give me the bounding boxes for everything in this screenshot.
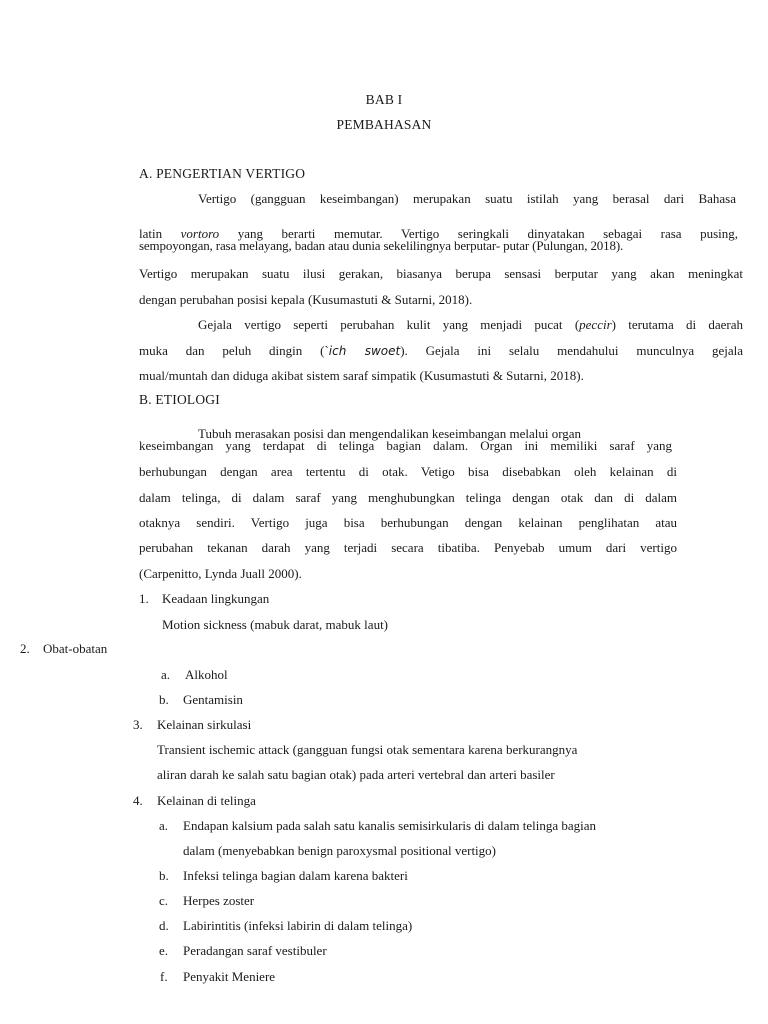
latin-term: vortoro — [180, 226, 220, 241]
list-item-label: Obat-obatan — [43, 641, 108, 656]
list-item-label: Kelainan sirkulasi — [157, 717, 252, 732]
section-b-heading: B. ETIOLOGI — [139, 392, 220, 407]
section-a-p1-line1: Vertigo (gangguan keseimbangan) merupakan suatu istilah yang berasal dari Bahasa — [198, 191, 736, 206]
sub-letter: f. — [160, 969, 168, 984]
chapter-title: BAB I — [365, 92, 403, 107]
list-item-label: Kelainan di telinga — [157, 793, 256, 808]
sub-letter: d. — [159, 918, 169, 933]
sub-item: Herpes zoster — [183, 893, 255, 908]
sub-item: Penyakit Meniere — [183, 969, 276, 984]
section-b-p-line6: perubahan tekanan darah yang terjadi secara tibatiba. Penyebab umum dari vertigo — [139, 540, 677, 555]
section-b-p-line5: otaknya sendiri. Vertigo juga bisa berhubungan dengan kelainan penglihatan atau — [139, 515, 677, 530]
list-item-detail: Motion sickness (mabuk darat, mabuk laut) — [162, 617, 389, 632]
section-b-p-line7: (Carpenitto, Lynda Juall 2000). — [139, 566, 302, 581]
sub-letter: a. — [161, 667, 171, 682]
section-a-p1-line5: dengan perubahan posisi kepala (Kusumastuti & Sutarni, 2018). — [139, 292, 473, 307]
list-number: 1. — [139, 591, 149, 606]
section-b-p-line4: dalam telinga, di dalam saraf yang menghubungkan telinga dengan otak dan di dalam — [139, 490, 677, 505]
latin-term: ich swoet — [328, 344, 401, 358]
sub-letter: e. — [159, 943, 169, 958]
text-run: Gejala vertigo seperti perubahan kulit yang menjadi pucat ( — [198, 317, 580, 332]
sub-letter: a. — [159, 818, 169, 833]
sub-letter: b. — [159, 692, 169, 707]
sub-letter: c. — [159, 893, 169, 908]
text-run: ). Gejala ini selalu mendahului munculnya gejala — [400, 343, 743, 358]
section-a-p1-line3: sempoyongan, rasa melayang, badan atau dunia sekelilingnya berputar- putar (Pulungan, 2018). — [139, 238, 624, 253]
section-b-p-line2: keseimbangan yang terdapat di telinga bagian dalam. Organ ini memiliki saraf yang — [139, 438, 672, 453]
section-a-heading: A. PENGERTIAN VERTIGO — [139, 166, 306, 181]
list-number: 3. — [133, 717, 143, 732]
text-run: latin — [139, 226, 181, 241]
section-a-p2-line1 — [198, 317, 743, 333]
section-a-p2-line3: mual/muntah dan diduga akibat sistem saraf simpatik (Kusumastuti & Sutarni, 2018). — [139, 368, 584, 383]
list-number: 4. — [133, 793, 143, 808]
section-a-p2-line2 — [139, 343, 743, 359]
section-a-p1-line4: Vertigo merupakan suatu ilusi gerakan, biasanya berupa sensasi berputar yang akan meningkat — [139, 266, 743, 281]
text-run: muka dan peluh dingin (` — [139, 343, 329, 358]
sub-item: Alkohol — [185, 667, 228, 682]
latin-term: peccir — [579, 317, 612, 332]
sub-item: Peradangan saraf vestibuler — [183, 943, 327, 958]
list-item-label: Keadaan lingkungan — [162, 591, 270, 606]
text-run: ) terutama di daerah — [611, 317, 744, 332]
sub-item-continuation: dalam (menyebabkan benign paroxysmal positional vertigo) — [183, 843, 496, 858]
chapter-subtitle: PEMBAHASAN — [336, 117, 432, 132]
sub-item: Gentamisin — [183, 692, 243, 707]
sub-item: Labirintitis (infeksi labirin di dalam telinga) — [183, 918, 413, 933]
section-b-p-line3: berhubungan dengan area tertentu di otak. Vetigo bisa disebabkan oleh kelainan di — [139, 464, 677, 479]
text-run: yang berarti memutar. Vertigo seringkali dinyatakan sebagai rasa pusing, — [219, 226, 739, 241]
list-number: 2. — [20, 641, 30, 656]
section-b-p-line1: Tubuh merasakan posisi dan mengendalikan keseimbangan melalui organ — [198, 426, 582, 441]
sub-item: Infeksi telinga bagian dalam karena bakteri — [183, 868, 408, 883]
list-item-detail: aliran darah ke salah satu bagian otak) pada arteri vertebral dan arteri basiler — [157, 767, 555, 782]
list-item-detail: Transient ischemic attack (gangguan fungsi otak sementara karena berkurangnya — [157, 742, 578, 757]
sub-item: Endapan kalsium pada salah satu kanalis semisirkularis di dalam telinga bagian — [183, 818, 596, 833]
sub-letter: b. — [159, 868, 169, 883]
